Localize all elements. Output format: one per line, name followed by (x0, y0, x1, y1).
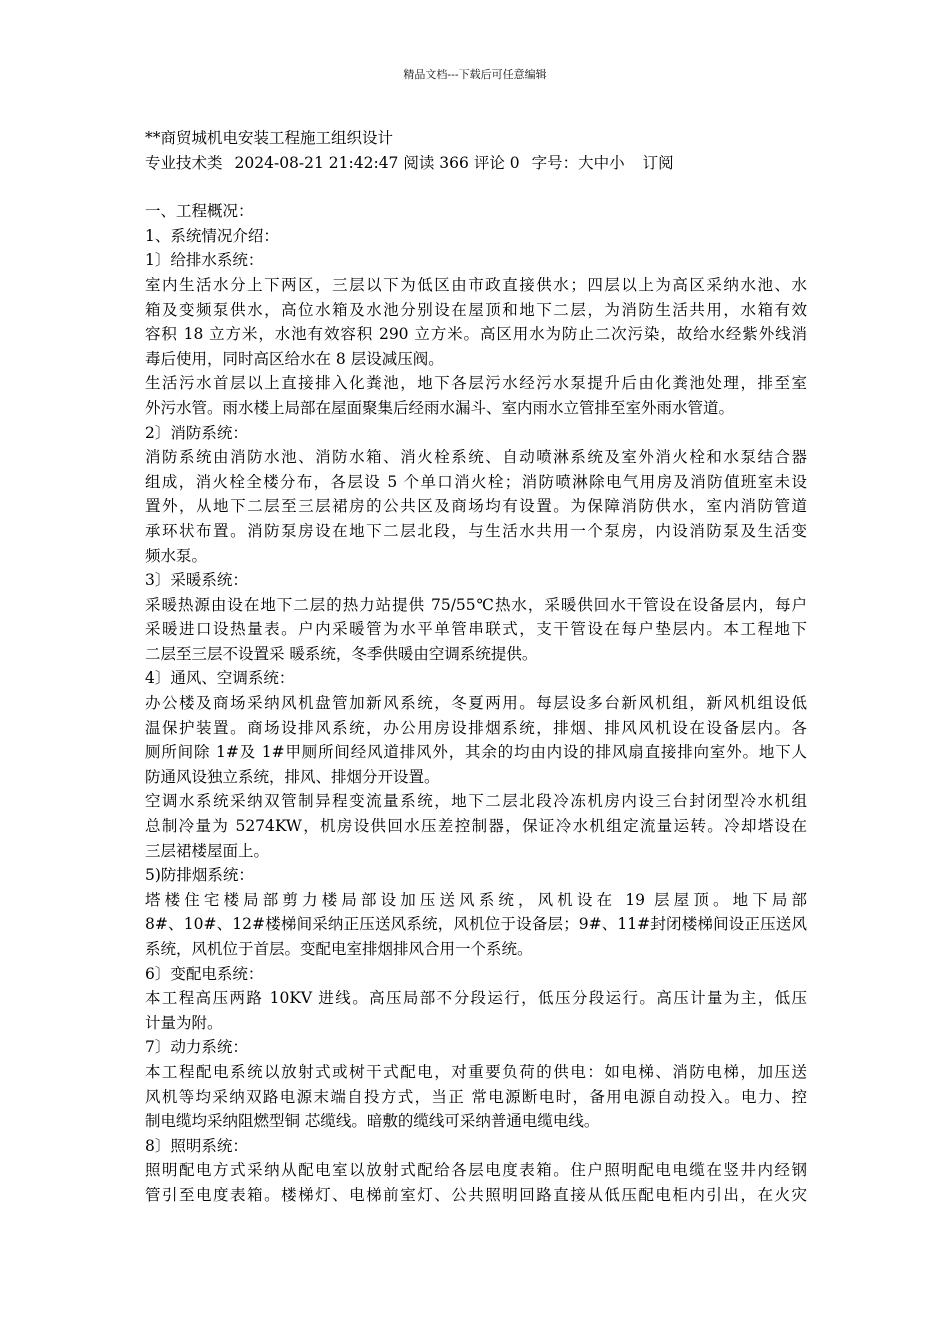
text-line: 本工程配电系统以放射式或树干式配电，对重要负荷的供电：如电梯、消防电梯，加压送 (145, 1062, 807, 1081)
text-line: 采暖进口设热量表。户内采暖管为水平单管串联式，支干管设在每户垫层内。本工程地下 (145, 620, 807, 639)
text-line: 管引至电度表箱。楼梯灯、电梯前室灯、公共照明回路直接从低压配电柜内引出，在火灾 (145, 1185, 807, 1204)
text-line: 6〕变配电系统： (145, 964, 264, 983)
text-line: 承环状布置。消防泵房设在地下二层北段，与生活水共用一个泵房，内设消防泵及生活变 (145, 521, 807, 540)
text-line: 三层裙楼屋面上。 (145, 841, 270, 860)
text-line: 频水泵。 (145, 546, 208, 565)
text-line: 2〕消防系统： (145, 423, 248, 442)
text-line: 风机等均采纳双路电源末端自投方式，当正 常电源断电时，备用电源自动投入。电力、控 (145, 1087, 807, 1106)
text-line: 箱及变频泵供水，高位水箱及水池分别设在屋顶和地下二层，为消防生活共用，水箱有效 (145, 300, 807, 319)
spacer (145, 175, 807, 199)
meta-reads: 阅读 366 (403, 153, 469, 172)
text-line: 生活污水首层以上直接排入化粪池，地下各层污水经污水泵提升后由化粪池处理，排至室 (145, 374, 807, 393)
text-line: 系统，风机位于首层。变配电室排烟排风合用一个系统。 (145, 940, 533, 958)
text-line: 消防系统由消防水池、消防水箱、消火栓系统、自动喷淋系统及室外消火栓和水泵结合器 (145, 448, 807, 467)
body-text (145, 199, 807, 1207)
text-line: 采暖热源由设在地下二层的热力站提供 75/55℃热水，采暖供回水干管设在设备层内，每户 (145, 595, 807, 614)
text-line: 室内生活水分上下两区，三层以下为低区由市政直接供水；四层以上为高区采纳水池、水 (145, 275, 807, 294)
text-line: 8〕照明系统： (145, 1136, 248, 1155)
article-title: **商贸城机电安装工程施工组织设计 (145, 129, 394, 147)
text-line: 照明配电方式采纳从配电室以放射式配给各层电度表箱。住户照明配电电缆在竖井内经钢 (145, 1161, 807, 1180)
text-line: 塔楼住宅楼局部剪力楼局部设加压送风系统，风机设在 19 层屋顶。地下局部 (145, 890, 807, 909)
text-line: 一、工程概况： (145, 202, 254, 221)
text-line: 二层至三层不设置采 暖系统，冬季供暖由空调系统提供。 (145, 644, 538, 663)
text-line: 1、系统情况介绍： (145, 226, 279, 245)
text-line: 厕所间除 1#及 1#甲厕所间经风道排风外，其余的均由内设的排风扇直接排向室外。地下人 (145, 743, 807, 762)
text-line: 7〕动力系统： (145, 1038, 248, 1057)
meta-subscribe-link[interactable]: 订阅 (642, 153, 674, 172)
page-header: 精品文档---下载后可任意编辑 (403, 68, 547, 81)
text-line: 1〕给排水系统： (145, 251, 264, 270)
text-line: 3〕采暖系统： (145, 571, 248, 590)
text-line: 本工程高压两路 10KV 进线。高压局部不分段运行，低压分段运行。高压计量为主，低压 (145, 989, 807, 1008)
text-line: 组成，消火栓全楼分布，各层设 5 个单口消火栓；消防喷淋除电气用房及消防值班室未设 (145, 472, 807, 491)
article-meta (145, 151, 807, 176)
text-line: 办公楼及商场采纳风机盘管加新风系统，冬夏两用。每层设多台新风机组，新风机组设低 (145, 694, 807, 713)
meta-category: 专业技术类 (145, 153, 223, 172)
text-line: 8#、10#、12#楼梯间采纳正压送风系统，风机位于设备层；9#、11#封闭楼梯间设正压送风 (145, 915, 807, 934)
text-line: 外污水管。雨水楼上局部在屋面聚集后经雨水漏斗、室内雨水立管排至室外雨水管道。 (145, 398, 735, 417)
text-line: 制电缆均采纳阻燃型铜 芯缆线。暗敷的缆线可采纳普通电缆电线。 (145, 1112, 600, 1131)
text-line: 温保护装置。商场设排风系统，办公用房设排烟系统，排烟、排风风机设在设备层内。各 (145, 718, 807, 737)
text-line: 防通风设独立系统，排风、排烟分开设置。 (145, 767, 440, 786)
text-line: 容积 18 立方米，水池有效容积 290 立方米。高区用水为防止二次污染，故给水经紫外线消 (145, 325, 807, 344)
document-body (145, 126, 807, 1208)
meta-comments: 评论 0 (473, 153, 520, 172)
text-line: 空调水系统采纳双管制异程变流量系统，地下二层北段冷冻机房内设三台封闭型冷水机组 (145, 792, 807, 811)
meta-datetime: 2024-08-21 21:42:47 (234, 153, 399, 172)
text-line: 置外，从地下二层至三层裙房的公共区及商场均有设置。为保障消防供水，室内消防管道 (145, 497, 807, 516)
text-line: 毒后使用，同时高区给水在 8 层设减压阀。 (145, 349, 444, 368)
text-line: 5)防排烟系统： (145, 866, 254, 885)
text-line: 总制冷量为 5274KW，机房设供回水压差控制器，保证冷水机组定流量运转。冷却塔设在 (145, 817, 807, 836)
text-line: 计量为附。 (145, 1013, 223, 1032)
meta-font-size[interactable]: 字号：大中小 (531, 153, 625, 172)
text-line: 4〕通风、空调系统： (145, 669, 295, 688)
